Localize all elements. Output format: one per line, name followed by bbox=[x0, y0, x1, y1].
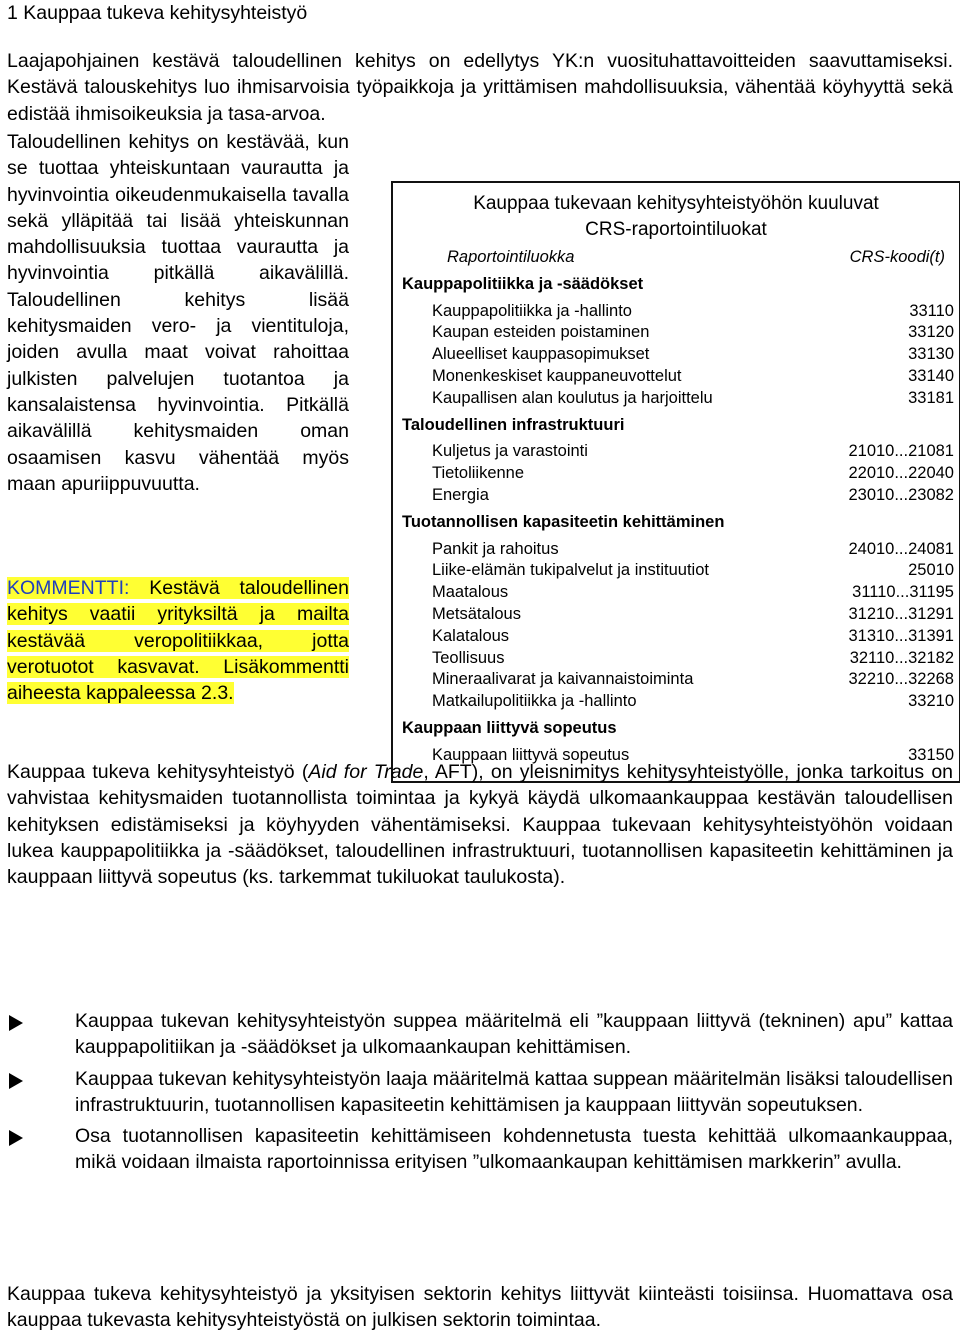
crs-item-code: 33130 bbox=[908, 345, 954, 364]
crs-item-label: Kuljetus ja varastointi bbox=[432, 442, 588, 461]
crs-item-code: 31110...31195 bbox=[852, 583, 954, 602]
bullet-text: Osa tuotannollisen kapasiteetin kehittämiseen kohdennetusta tuesta kehittää ulkomaankauppaa, mikä voidaan ilmaista raportoinnissa erityisen ”ulkomaankaupan kehittämisen markkerin” avulla. bbox=[75, 1125, 953, 1174]
crs-item-code: 33140 bbox=[908, 366, 954, 385]
bullet-text: Kauppaa tukevan kehitysyhteistyön laaja määritelmä kattaa suppean määritelmän lisäksi taloudellisen infrastruktuurin, tuotannollisen kapasiteetin kehittämisen ja kauppaan liittyvän sopeutuksen. bbox=[75, 1067, 953, 1116]
crs-table-title-line1: Kauppaa tukevaan kehitysyhteistyöhön kuuluvat bbox=[473, 193, 879, 214]
aft-text-post: , AFT), on yleisnimitys kehitysyhteistyölle, jonka tarkoitus on vahvistaa kehitysmaiden tuotannollista toimintaa ja kykyä käydä ulkomaankauppaa kestävän taloudellisen kehityksen edistämiseksi ja köyhyyden vähentämiseksi. Kauppaa tukevaan kehitysyhteistyöhön voidaan lukea kauppapolitiikka ja -säädökset, taloudellinen infrastruktuuri, tuotannollisen kapasiteetin kehittäminen ja kauppaan liittyvä sopeutus (ks. tarkemmat tukiluokat taulukosta). bbox=[7, 761, 954, 889]
crs-item-label: Pankit ja rahoitus bbox=[432, 539, 559, 558]
crs-table-body bbox=[393, 274, 959, 767]
bullet-list bbox=[7, 1008, 953, 1181]
crs-category-row: Taloudellinen infrastruktuuri bbox=[402, 415, 625, 434]
crs-category-row: Kauppaan liittyvä sopeutus bbox=[402, 718, 617, 737]
crs-item-code: 33110 bbox=[909, 301, 954, 320]
crs-item-label: Kauppapolitiikka ja -hallinto bbox=[432, 301, 632, 320]
crs-item-code: 33120 bbox=[908, 323, 954, 342]
crs-item-label: Alueelliset kauppasopimukset bbox=[432, 345, 650, 364]
crs-item-row bbox=[393, 582, 959, 604]
crs-item-row bbox=[393, 560, 959, 582]
crs-table-title-line2: CRS-raportointiluokat bbox=[585, 219, 767, 240]
crs-item-row bbox=[393, 301, 959, 323]
crs-item-label: Mineraalivarat ja kaivannaistoiminta bbox=[432, 670, 694, 689]
triangle-bullet-icon bbox=[9, 1130, 23, 1146]
crs-item-row bbox=[393, 441, 959, 463]
crs-item-code: 24010...24081 bbox=[848, 539, 954, 558]
crs-item-row bbox=[393, 648, 959, 670]
comment-paragraph bbox=[7, 575, 349, 706]
aft-abbr: Aid for Trade bbox=[308, 761, 424, 783]
crs-item-row bbox=[393, 669, 959, 691]
crs-item-label: Teollisuus bbox=[432, 648, 505, 667]
aft-paragraph bbox=[7, 759, 953, 890]
crs-item-label: Kaupallisen alan koulutus ja harjoittelu bbox=[432, 388, 713, 407]
crs-item-code: 25010 bbox=[908, 561, 954, 580]
crs-item-code: 33150 bbox=[908, 745, 954, 764]
crs-table-title bbox=[393, 191, 959, 243]
closing-paragraph: Kauppaa tukeva kehitysyhteistyö ja yksityisen sektorin kehitys liittyvät kiinteästi toisiinsa. Huomattava osa kauppaa tukevasta kehitysyhteistyöstä on julkisen sektorin toimintaa. bbox=[7, 1283, 953, 1332]
comment-text: Kestävä taloudellinen kehitys vaatii yrityksiltä ja mailta kestävää veropolitiikkaa, jotta verotuotot kasvavat. Lisäkommentti aiheesta kappaleessa 2.3. bbox=[7, 577, 349, 705]
crs-item-code: 32210...32268 bbox=[848, 670, 954, 689]
crs-table-box bbox=[391, 181, 960, 783]
bullet-text: Kauppaa tukevan kehitysyhteistyön suppea määritelmä eli ”kauppaan liittyvä (tekninen) apu” kattaa kauppapolitiikan ja -säädökset ja ulkomaankaupan kehittämisen. bbox=[75, 1010, 953, 1059]
column-header-category: Raportointiluokka bbox=[447, 248, 575, 266]
crs-item-code: 23010...23082 bbox=[848, 485, 954, 504]
crs-item-row bbox=[393, 485, 959, 507]
crs-item-row bbox=[393, 344, 959, 366]
crs-item-label: Monenkeskiset kauppaneuvottelut bbox=[432, 366, 682, 385]
aft-text-pre: Kauppaa tukeva kehitysyhteistyö ( bbox=[7, 761, 309, 783]
crs-table-header bbox=[393, 247, 959, 269]
bullet-item bbox=[7, 1066, 953, 1119]
crs-item-label: Matkailupolitiikka ja -hallinto bbox=[432, 692, 637, 711]
crs-item-label: Energia bbox=[432, 485, 489, 504]
bullet-item bbox=[7, 1008, 953, 1061]
crs-item-row bbox=[393, 626, 959, 648]
crs-item-code: 33181 bbox=[908, 388, 954, 407]
crs-item-label: Metsätalous bbox=[432, 604, 521, 623]
crs-item-row bbox=[393, 691, 959, 713]
crs-item-row bbox=[393, 604, 959, 626]
column-header-code: CRS-koodi(t) bbox=[849, 248, 945, 266]
crs-item-code: 22010...22040 bbox=[848, 464, 954, 483]
crs-item-label: Tietoliikenne bbox=[432, 464, 525, 483]
section-heading: 1 Kauppaa tukeva kehitysyhteistyö bbox=[7, 2, 308, 24]
triangle-bullet-icon bbox=[9, 1073, 23, 1089]
triangle-bullet-icon bbox=[9, 1015, 23, 1031]
crs-item-label: Maatalous bbox=[432, 583, 509, 602]
crs-item-row bbox=[393, 539, 959, 561]
crs-item-label: Liike-elämän tukipalvelut ja instituutiot bbox=[432, 561, 709, 580]
crs-item-label: Kalatalous bbox=[432, 626, 510, 645]
crs-item-label: Kauppaan liittyvä sopeutus bbox=[432, 745, 630, 764]
crs-category-row: Tuotannollisen kapasiteetin kehittäminen bbox=[402, 512, 725, 531]
crs-category-row: Kauppapolitiikka ja -säädökset bbox=[402, 274, 644, 293]
intro-paragraph: Laajapohjainen kestävä taloudellinen kehitys on edellytys YK:n vuosituhattavoitteiden saavuttamiseksi. Kestävä talouskehitys luo ihmisarvoisia työpaikkoja ja yrittämisen mahdollisuuksia, vähentää köyhyyttä sekä edistää ihmisoikeuksia ja tasa-arvoa. bbox=[7, 50, 953, 125]
crs-item-code: 33210 bbox=[908, 692, 954, 711]
bullet-item bbox=[7, 1123, 953, 1176]
crs-item-code: 21010...21081 bbox=[848, 442, 954, 461]
crs-item-row bbox=[393, 463, 959, 485]
crs-item-code: 31210...31291 bbox=[848, 604, 954, 623]
crs-item-row bbox=[393, 322, 959, 344]
crs-item-row bbox=[393, 366, 959, 388]
sustainability-paragraph: Taloudellinen kehitys on kestävää, kun se tuottaa yhteiskuntaan vaurautta ja hyvinvointia oikeudenmukaisella tavalla sekä ylläpitää tai lisää yhteiskunnan mahdollisuuksia tuottaa vaurautta ja hyvinvointia pitkällä aikavälillä. Taloudellinen kehitys lisää kehitysmaiden vero- ja vientituloja, joiden avulla maat voivat rahoittaa julkisten palvelujen tuotantoa ja kansalaistensa hyvinvointia. Pitkällä aikavälillä kehitysmaiden oman osaamisen kasvu vähentää myös maan apuriippuvuutta. bbox=[7, 131, 349, 495]
comment-label: KOMMENTTI: bbox=[7, 577, 130, 599]
crs-item-code: 32110...32182 bbox=[849, 648, 954, 667]
aft-text bbox=[7, 759, 953, 890]
crs-item-label: Kaupan esteiden poistaminen bbox=[432, 323, 650, 342]
crs-item-row bbox=[393, 388, 959, 410]
crs-item-code: 31310...31391 bbox=[848, 626, 954, 645]
